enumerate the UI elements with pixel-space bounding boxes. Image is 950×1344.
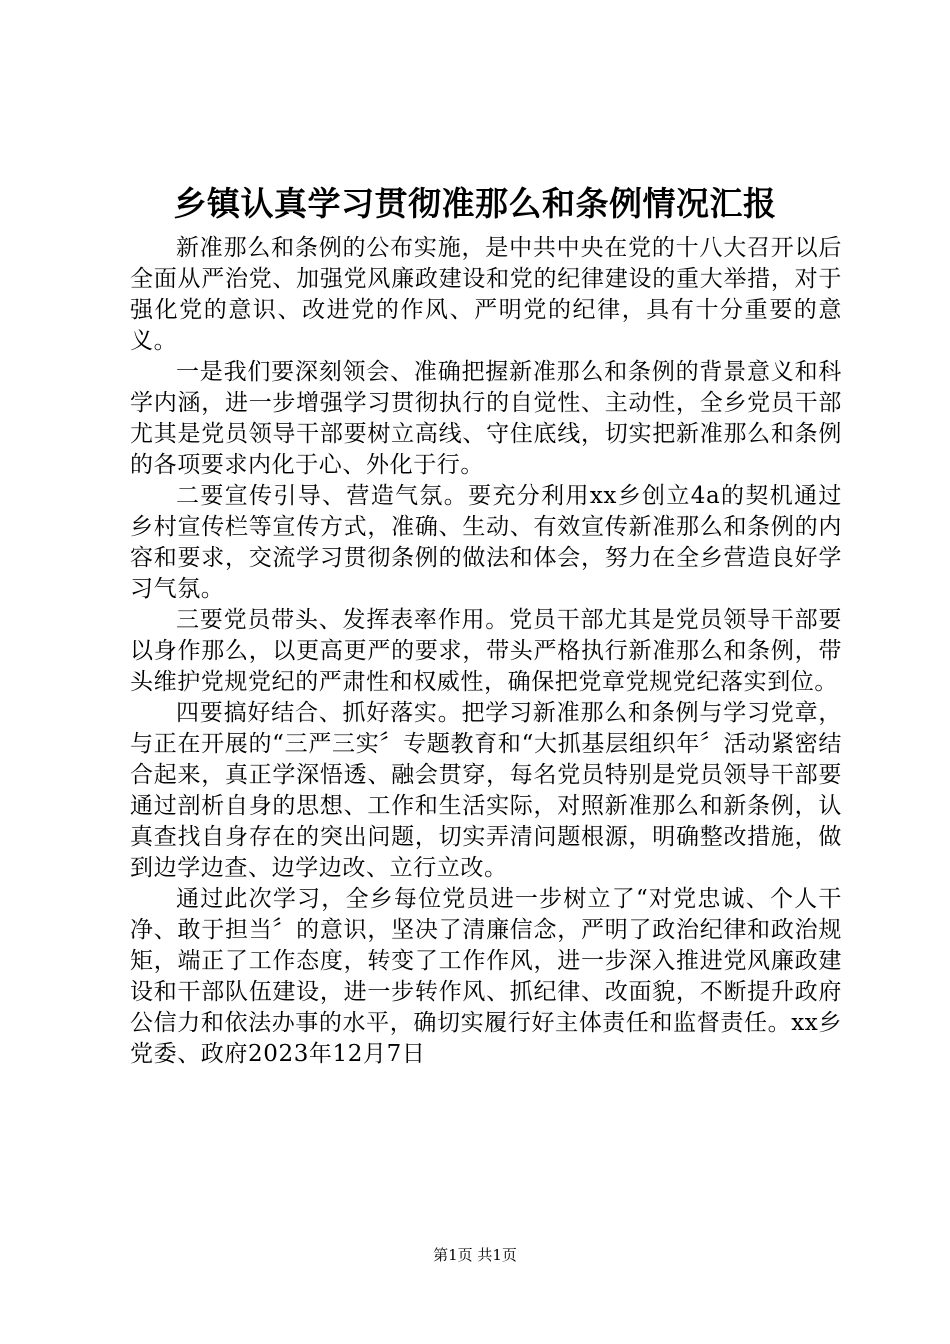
paragraph-conclusion: 通过此次学习，全乡每位党员进一步树立了“对党忠诚、个人干净、敢于担当〞的意识，坚决了清廉信念，严明了政治纪律和政治规矩，端正了工作态度，转变了工作作风，进一步深入推进党风廉政建设和干部队伍建设，进一步转作风、抓纪律、改面貌，不断提升政府公信力和依法办事的水平，确切实履行好主体责任和监督责任。xx乡党委、政府2023年12月7日	[130, 886, 842, 1067]
paragraph-point-two: 二要宣传引导、营造气氛。要充分利用xx乡创立4a的契机通过乡村宣传栏等宣传方式，准确、生动、有效宣传新准那么和条例的内容和要求，交流学习贯彻条例的做法和体会，努力在全乡营造良好学习气氛。	[130, 483, 842, 602]
page-number-footer: 第1页 共1页	[433, 1246, 517, 1264]
paragraph-point-three: 三要党员带头、发挥表率作用。党员干部尤其是党员领导干部要以身作那么，以更高更严的要求，带头严格执行新准那么和条例，带头维护党规党纪的严肃性和权威性，确保把党章党规党纪落实到位。	[130, 607, 842, 695]
document-body	[130, 233, 842, 1070]
paragraph-point-one: 一是我们要深刻领会、准确把握新准那么和条例的背景意义和科学内涵，进一步增强学习贯彻执行的自觉性、主动性，全乡党员干部尤其是党员领导干部要树立高线、守住底线，切实把新准那么和条例的各项要求内化于心、外化于行。	[130, 359, 842, 478]
paragraph-intro: 新准那么和条例的公布实施，是中共中央在党的十八大召开以后全面从严治党、加强党风廉政建设和党的纪律建设的重大举措，对于强化党的意识、改进党的作风、严明党的纪律，具有十分重要的意义。	[130, 235, 842, 354]
paragraph-point-four: 四要搞好结合、抓好落实。把学习新准那么和条例与学习党章，与正在开展的“三严三实〞专题教育和“大抓基层组织年〞活动紧密结合起来，真正学深悟透、融会贯穿，每名党员特别是党员领导干部要通过剖析自身的思想、工作和生活实际，对照新准那么和新条例，认真查找自身存在的突出问题，切实弄清问题根源，明确整改措施，做到边学边查、边学边改、立行立改。	[130, 700, 842, 881]
document-title: 乡镇认真学习贯彻准那么和条例情况汇报	[173, 184, 777, 223]
